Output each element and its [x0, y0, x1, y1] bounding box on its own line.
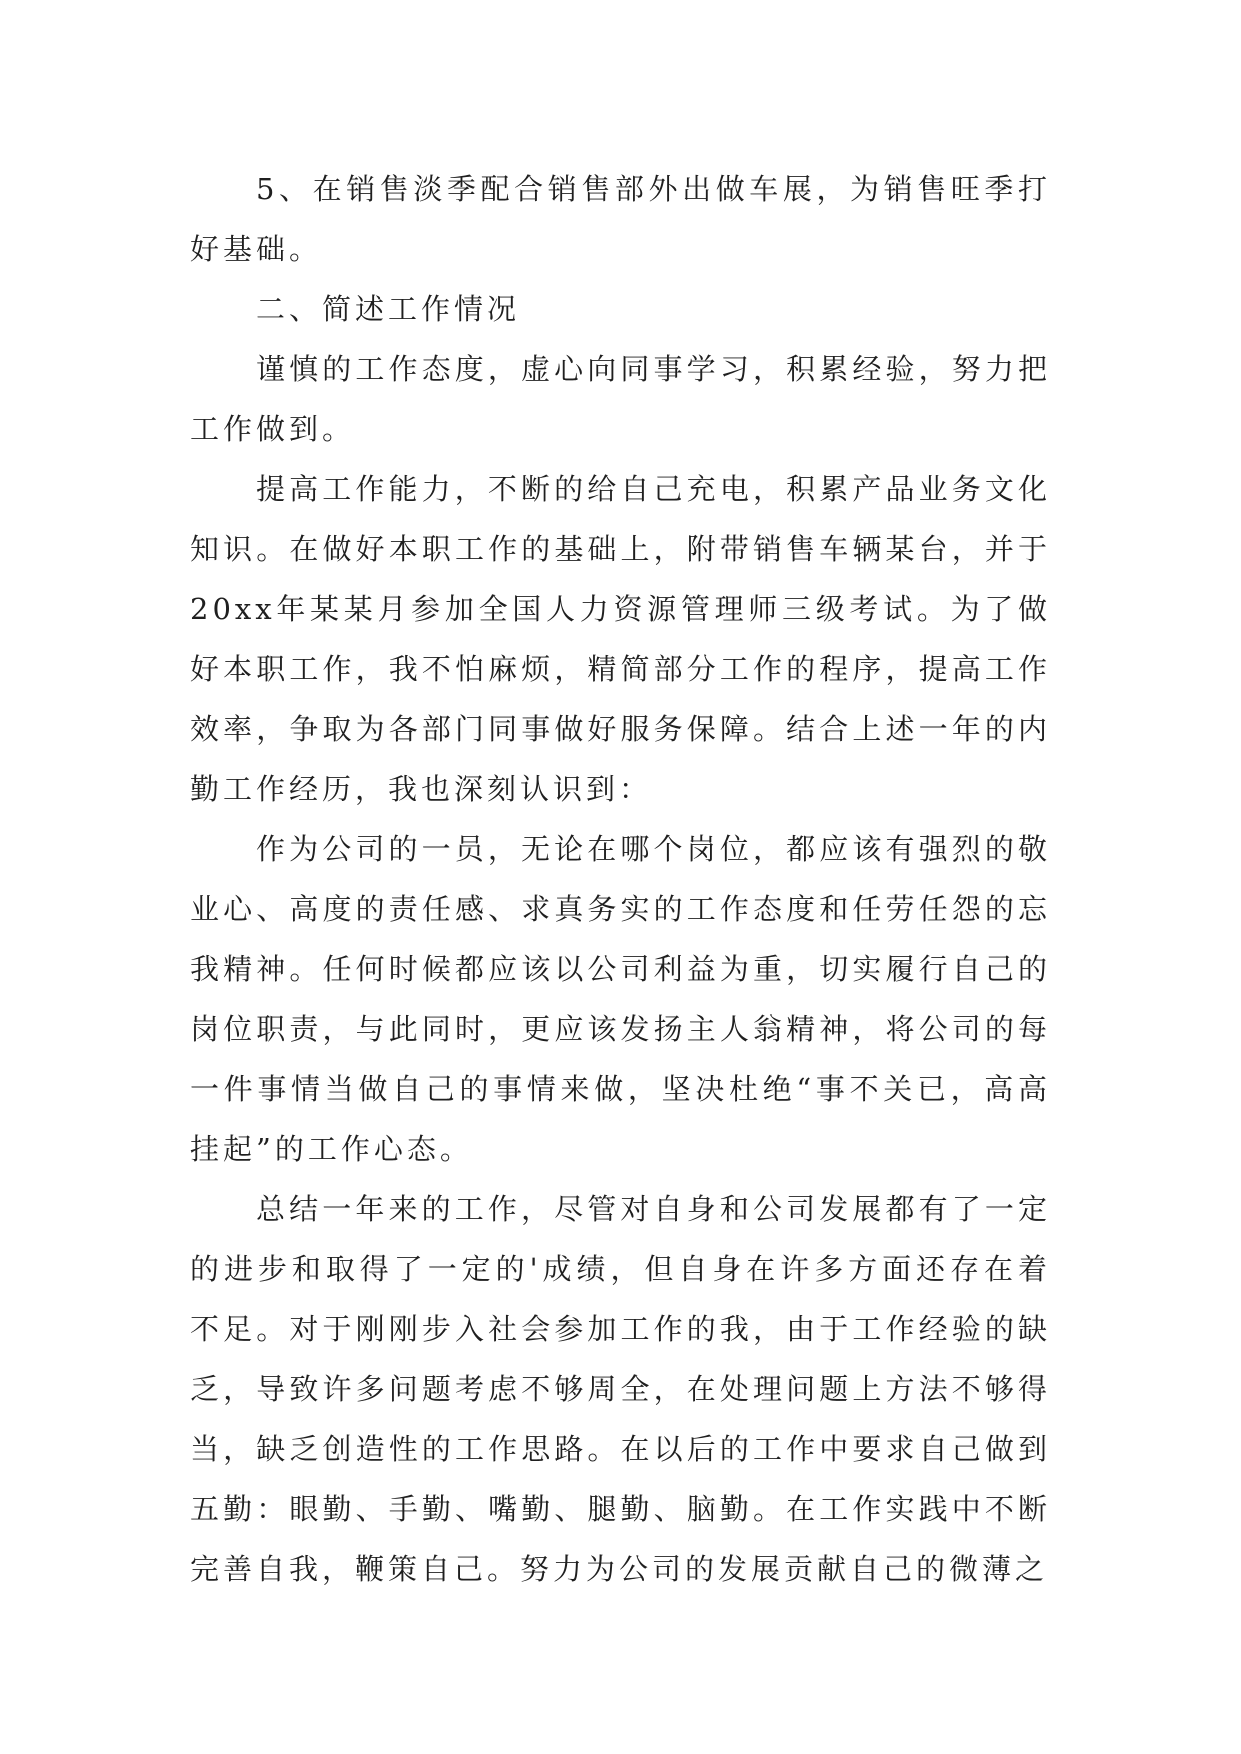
document-body: [190, 159, 1051, 1599]
paragraph-company-member: 作为公司的一员，无论在哪个岗位，都应该有强烈的敬业心、高度的责任感、求真务实的工作态度和任劳任怨的忘我精神。任何时候都应该以公司利益为重，切实履行自己的岗位职责，与此同时，更应该发扬主人翁精神，将公司的每一件事情当做自己的事情来做，坚决杜绝“事不关已，高高挂起”的工作心态。: [190, 832, 1051, 1166]
paragraph-sales-support: 5、在销售淡季配合销售部外出做车展，为销售旺季打好基础。: [190, 172, 1051, 266]
paragraph-work-attitude: 谨慎的工作态度，虚心向同事学习，积累经验，努力把工作做到。: [190, 352, 1051, 446]
section-heading-work-overview: 二、简述工作情况: [256, 292, 521, 326]
paragraph-year-summary: 总结一年来的工作，尽管对自身和公司发展都有了一定的进步和取得了一定的'成绩，但自身在许多方面还存在着不足。对于刚刚步入社会参加工作的我，由于工作经验的缺乏，导致许多问题考虑不够周全，在处理问题上方法不够得当，缺乏创造性的工作思路。在以后的工作中要求自己做到五勤：眼勤、手勤、嘴勤、腿勤、脑勤。在工作实践中不断完善自我，鞭策自己。努力为公司的发展贡献自己的微薄之: [190, 1192, 1051, 1586]
paragraph-improve-ability: 提高工作能力，不断的给自己充电，积累产品业务文化知识。在做好本职工作的基础上，附带销售车辆某台，并于20xx年某某月参加全国人力资源管理师三级考试。为了做好本职工作，我不怕麻烦，精简部分工作的程序，提高工作效率，争取为各部门同事做好服务保障。结合上述一年的内勤工作经历，我也深刻认识到：: [190, 472, 1051, 806]
